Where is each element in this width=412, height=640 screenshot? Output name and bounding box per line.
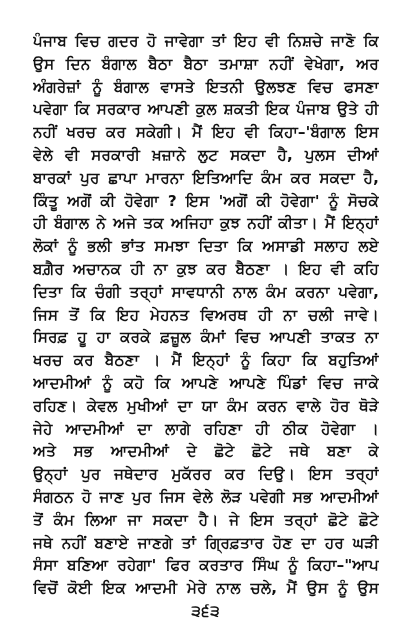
text-line: ਦਿਤਾ ਕਿ ਚੰਗੀ ਤਰ੍ਹਾਂ ਸਾਵਧਾਨੀ ਨਾਲ ਕੰਮ ਕਰਨਾ ਪਵੇਗਾ, (33, 282, 379, 301)
text-line: ਨਹੀਂ ਖਰਚ ਕਰ ਸਕੇਗੀ। ਮੈਂ ਇਹ ਵੀ ਕਿਹਾ–'ਬੰਗਾਲ ਇਸ (33, 123, 379, 142)
page-number: ੩੬੩ (191, 602, 221, 620)
text-line: ਰਹਿਣ। ਕੇਵਲ ਮੁਖੀਆਂ ਦਾ ਯਾ ਕੰਮ ਕਰਨ ਵਾਲੇ ਹੋਰ ਥੋੜੇ (33, 396, 379, 415)
text-line: ਤੋਂ ਕੰਮ ਲਿਆ ਜਾ ਸਕਦਾ ਹੈ। ਜੇ ਇਸ ਤਰ੍ਹਾਂ ਛੋਟੇ ਛੋਟੇ (33, 510, 379, 529)
text-line: ਸੰਸਾ ਬਣਿਆ ਰਹੇਗਾ' ਫਿਰ ਕਰਤਾਰ ਸਿੰਘ ਨੂੰ ਕਿਹਾ–"ਆਪ (33, 556, 379, 575)
text-line: ਉਨ੍ਹਾਂ ਪੁਰ ਜਥੇਦਾਰ ਮੁਕੱਰਰ ਕਰ ਦਿਉ। ਇਸ ਤਰ੍ਹਾਂ (33, 465, 379, 484)
text-line: ਵੇਲੇ ਵੀ ਸਰਕਾਰੀ ਖ਼ਜ਼ਾਨੇ ਲੁਟ ਸਕਦਾ ਹੈ, ਪੁਲਸ ਦੀਆਂ (33, 145, 379, 164)
text-line: ਬਾਰਕਾਂ ਪੁਰ ਛਾਪਾ ਮਾਰਨਾ ਇਤਿਆਦਿ ਕੰਮ ਕਰ ਸਕਦਾ ਹੈ, (33, 168, 379, 187)
text-line: ਖਰਚ ਕਰ ਬੈਠਣਾ । ਮੈਂ ਇਨ੍ਹਾਂ ਨੂੰ ਕਿਹਾ ਕਿ ਬਹੁਤਿਆਂ (33, 351, 379, 370)
text-line: ਲੋਕਾਂ ਨੂੰ ਭਲੀ ਭਾਂਤ ਸਮਝਾ ਦਿਤਾ ਕਿ ਅਸਾਡੀ ਸਲਾਹ ਲਏ (33, 237, 379, 256)
text-line: ਅਤੇ ਸਭ ਆਦਮੀਆਂ ਦੇ ਛੋਟੇ ਛੋਟੇ ਜਥੇ ਬਣਾ ਕੇ (33, 442, 379, 461)
text-line: ਅੰਗਰੇਜ਼ਾਂ ਨੂੰ ਬੰਗਾਲ ਵਾਸਤੇ ਇਤਨੀ ਉਲਝਣ ਵਿਚ ਫਸਣਾ (33, 77, 379, 96)
text-line: ਪਵੇਗਾ ਕਿ ਸਰਕਾਰ ਆਪਣੀ ਕੁਲ ਸ਼ਕਤੀ ਇਕ ਪੰਜਾਬ ਉਤੇ ਹੀ (33, 100, 379, 119)
text-line: ਵਿਚੋਂ ਕੋਈ ਇਕ ਆਦਮੀ ਮੇਰੇ ਨਾਲ ਚਲੇ, ਮੈਂ ਉਸ ਨੂੰ ਉਸ (33, 579, 379, 598)
text-line: ਸਿਰਫ਼ ਹੂ ਹਾ ਕਰਕੇ ਫ਼ਜ਼ੂਲ ਕੰਮਾਂ ਵਿਚ ਆਪਣੀ ਤਾਕਤ ਨਾ (33, 328, 379, 347)
text-line: ਕਿੰਤੂ ਅਗੋਂ ਕੀ ਹੋਵੇਗਾ ? ਇਸ 'ਅਗੋਂ ਕੀ ਹੋਵੇਗਾ' ਨੂੰ ਸੋਚਕੇ (33, 191, 379, 210)
text-line: ਆਦਮੀਆਂ ਨੂੰ ਕਹੋ ਕਿ ਆਪਣੇ ਆਪਣੇ ਪਿੰਡਾਂ ਵਿਚ ਜਾਕੇ (33, 373, 379, 392)
text-line: ਪੰਜਾਬ ਵਿਚ ਗਦਰ ਹੋ ਜਾਵੇਗਾ ਤਾਂ ਇਹ ਵੀ ਨਿਸ਼ਚੇ ਜਾਣੋ ਕਿ (33, 32, 379, 50)
body-text (33, 30, 379, 600)
text-line: ਜੇਹੇ ਆਦਮੀਆਂ ਦਾ ਲਾਗੇ ਰਹਿਣਾ ਹੀ ਠੀਕ ਹੋਵੇਗਾ । (33, 419, 379, 438)
text-line: ਜਥੇ ਨਹੀਂ ਬਣਾਏ ਜਾਣਗੇ ਤਾਂ ਗ੍ਰਿਫ਼ਤਾਰ ਹੋਣ ਦਾ ਹਰ ਘੜੀ (33, 533, 379, 552)
text-line: ਉਸ ਦਿਨ ਬੰਗਾਲ ਬੈਠਾ ਬੈਠਾ ਤਮਾਸ਼ਾ ਨਹੀਂ ਵੇਖੇਗਾ, ਅਰ (33, 54, 379, 73)
text-line: ਬਗ਼ੈਰ ਅਚਾਨਕ ਹੀ ਨਾ ਕੁਝ ਕਰ ਬੈਠਣਾ । ਇਹ ਵੀ ਕਹਿ (33, 259, 379, 278)
text-line: ਸੰਗਠਨ ਹੋ ਜਾਣ ਪੁਰ ਜਿਸ ਵੇਲੇ ਲੋੜ ਪਵੇਗੀ ਸਭ ਆਦਮੀਆਂ (33, 487, 379, 506)
text-line: ਹੀ ਬੰਗਾਲ ਨੇ ਅਜੇ ਤਕ ਅਜਿਹਾ ਕੁਝ ਨਹੀਂ ਕੀਤਾ। ਮੈਂ ਇਨ੍ਹਾਂ (33, 214, 379, 233)
text-line: ਜਿਸ ਤੋਂ ਕਿ ਇਹ ਮੇਹਨਤ ਵਿਅਰਥ ਹੀ ਨਾ ਚਲੀ ਜਾਵੇ। (33, 305, 379, 324)
